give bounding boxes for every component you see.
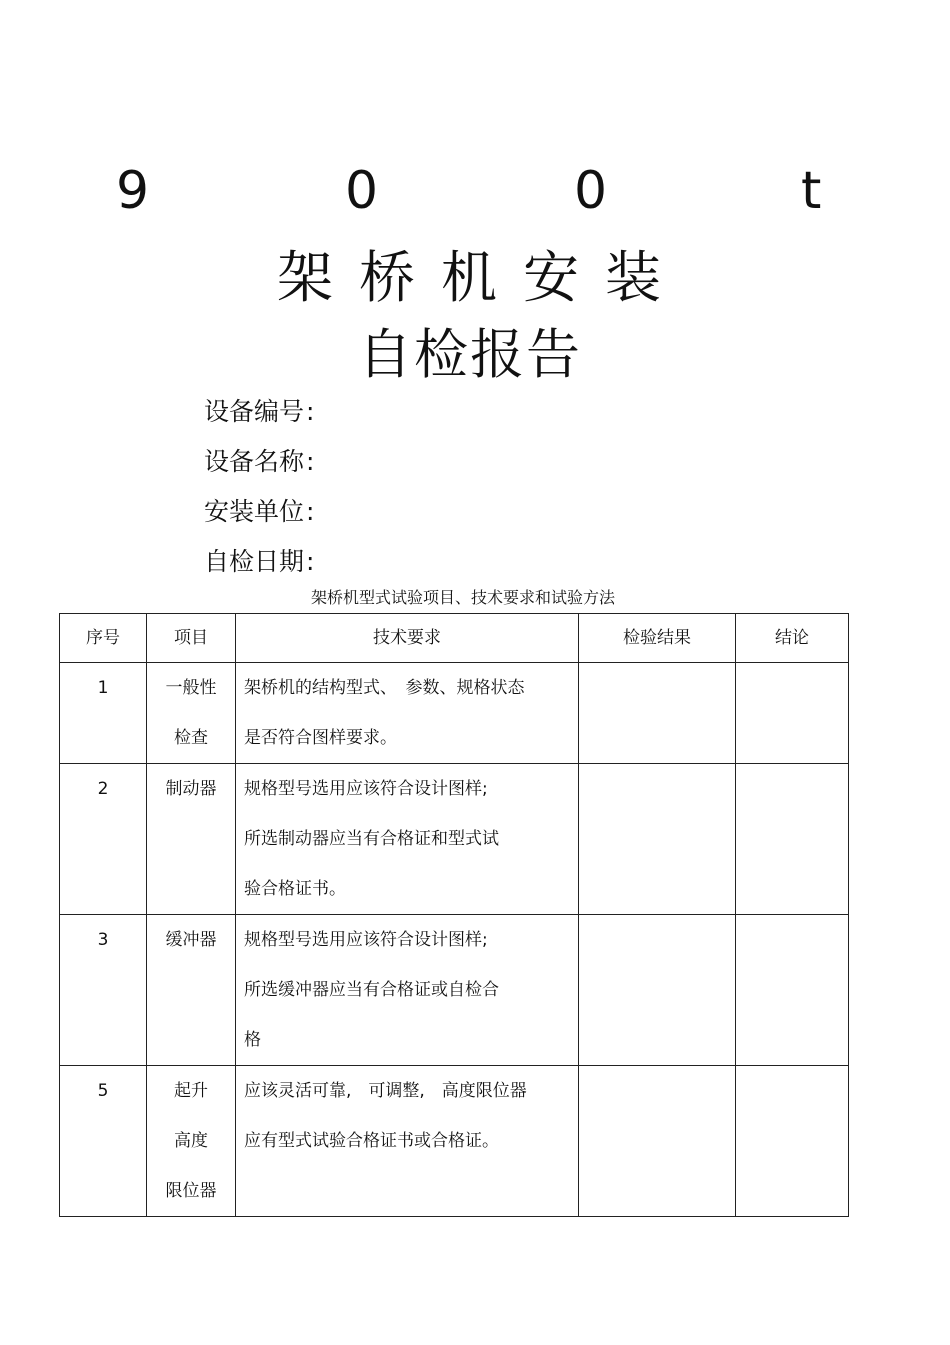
field-label: 设备名称	[204, 447, 305, 476]
field-colon: :	[306, 447, 315, 476]
cell-conclusion[interactable]	[736, 915, 849, 1066]
field-equipment-name	[204, 446, 314, 478]
header-item: 项目	[147, 614, 236, 663]
table-row	[60, 764, 849, 915]
cell-conclusion[interactable]	[736, 1066, 849, 1217]
cell-conclusion[interactable]	[736, 764, 849, 915]
cell-result[interactable]	[579, 1066, 736, 1217]
field-install-unit	[204, 496, 314, 528]
header-conclusion: 结论	[736, 614, 849, 663]
field-equipment-number	[204, 396, 314, 428]
table-row	[60, 915, 849, 1066]
cell-index: 3	[60, 915, 147, 1066]
cell-index: 2	[60, 764, 147, 915]
header-index: 序号	[60, 614, 147, 663]
cell-index: 1	[60, 663, 147, 764]
title-char-3: 0	[574, 161, 608, 221]
header-requirement: 技术要求	[236, 614, 579, 663]
field-label: 设备编号	[204, 397, 305, 426]
title-char-2: 0	[345, 161, 379, 221]
table-header-row	[60, 614, 849, 663]
cell-requirement: 规格型号选用应该符合设计图样; 所选制动器应当有合格证和型式试 验合格证书。	[236, 764, 579, 915]
title-model	[0, 158, 950, 228]
cell-result[interactable]	[579, 915, 736, 1066]
field-colon: :	[306, 497, 315, 526]
field-inspection-date	[204, 546, 314, 578]
field-colon: :	[306, 547, 315, 576]
table-row	[60, 663, 849, 764]
cell-requirement: 规格型号选用应该符合设计图样; 所选缓冲器应当有合格证或自检合 格	[236, 915, 579, 1066]
cell-index: 5	[60, 1066, 147, 1217]
field-colon: :	[306, 397, 315, 426]
table-row	[60, 1066, 849, 1217]
field-label: 自检日期	[204, 547, 305, 576]
cell-item: 起升 高度 限位器	[147, 1066, 236, 1217]
title-self-inspection-report: 自检报告	[358, 323, 582, 386]
title-char-4: t	[801, 161, 822, 221]
cell-requirement: 架桥机的结构型式、 参数、规格状态 是否符合图样要求。	[236, 663, 579, 764]
cell-conclusion[interactable]	[736, 663, 849, 764]
cell-item: 缓冲器	[147, 915, 236, 1066]
cell-item: 一般性 检查	[147, 663, 236, 764]
title-char-1: 9	[116, 161, 150, 221]
table-caption: 架桥机型式试验项目、技术要求和试验方法	[310, 588, 615, 607]
cell-item: 制动器	[147, 764, 236, 915]
cell-result[interactable]	[579, 663, 736, 764]
inspection-table	[59, 613, 849, 1217]
header-result: 检验结果	[579, 614, 736, 663]
field-label: 安装单位	[204, 497, 305, 526]
title-machine-install: 架桥机安装	[277, 246, 687, 311]
cell-result[interactable]	[579, 764, 736, 915]
cell-requirement: 应该灵活可靠, 可调整, 高度限位器 应有型式试验合格证书或合格证。	[236, 1066, 579, 1217]
